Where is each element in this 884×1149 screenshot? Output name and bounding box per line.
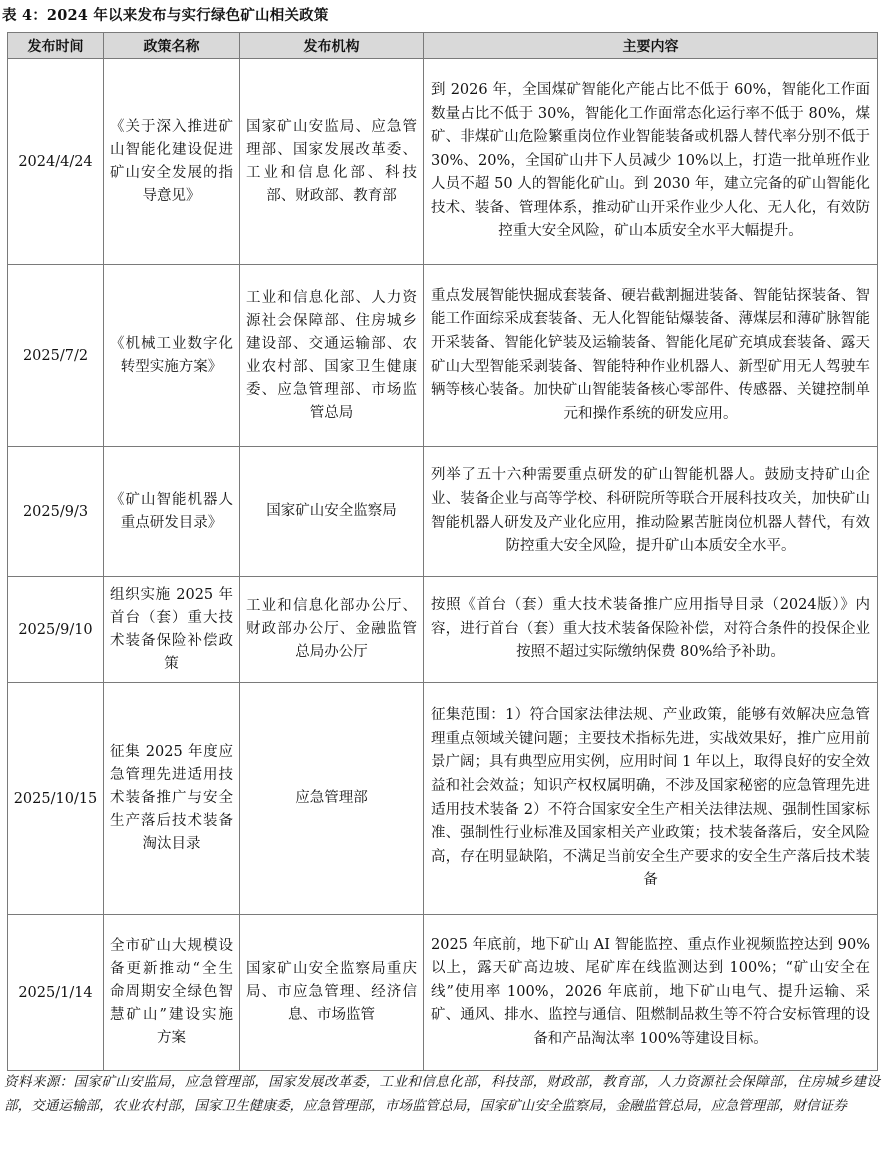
row-issuer-text: 国家矿山安监局、应急管理部、国家发展改革委、工业和信息化部、科技部、财政部、教育部	[246, 118, 417, 204]
row-issuer-text: 工业和信息化部办公厅、财政部办公厅、金融监管总局办公厅	[246, 598, 417, 660]
row-content	[424, 447, 878, 577]
row-content	[424, 915, 878, 1071]
row-date: 2025/7/2	[8, 265, 104, 447]
row-content	[424, 683, 878, 915]
row-content-text: 按照《首台（套）重大技术装备推广应用指导目录（2024版）》内容，进行首台（套）重大技术装备保险补偿，对符合条件的投保企业按照不超过实际缴纳保费 80%给予补助。	[431, 597, 870, 661]
row-policy-name-text: 全市矿山大规模设备更新推动“全生命周期安全绿色智慧矿山”建设实施方案	[110, 938, 233, 1046]
row-issuer	[240, 265, 424, 447]
row-date: 2024/4/24	[8, 59, 104, 265]
row-policy-name	[104, 265, 240, 447]
row-policy-name-text: 《矿山智能机器人重点研发目录》	[110, 491, 233, 531]
row-policy-name-text: 征集 2025 年度应急管理先进适用技术装备推广与安全生产落后技术装备淘汰目录	[110, 744, 233, 852]
row-policy-name	[104, 59, 240, 265]
row-issuer-text: 国家矿山安全监察局	[266, 503, 397, 519]
policy-table	[7, 32, 878, 1071]
row-content-text: 征集范围：1）符合国家法律法规、产业政策，能够有效解决应急管理重点领域关键问题；主要技术指标先进，实战效果好，推广应用前景广阔；具有典型应用实例，应用时间 1 年以上，取得良好的安全效益和社会效益；知识产权权属明确，不涉及国家秘密的应急管理先进适用技术装备 2）不符合国家安全生产相关法律法规、强制性国家标准、强制性行业标准及国家相关产业政策；技术装备落后，安全风险高，存在明显缺陷，不满足当前安全生产要求的安全生产落后技术装备	[431, 707, 870, 889]
table-row	[8, 577, 878, 683]
header-date: 发布时间	[8, 33, 104, 59]
row-issuer	[240, 447, 424, 577]
row-date: 2025/9/3	[8, 447, 104, 577]
row-issuer	[240, 683, 424, 915]
row-issuer-text: 工业和信息化部、人力资源社会保障部、住房城乡建设部、交通运输部、农业农村部、国家卫生健康委、应急管理部、市场监管总局	[246, 289, 417, 421]
row-date: 2025/9/10	[8, 577, 104, 683]
row-issuer-text: 国家矿山安全监察局重庆局、市应急管理、经济信息、市场监管	[246, 961, 417, 1023]
row-content	[424, 59, 878, 265]
row-issuer	[240, 915, 424, 1071]
row-content-text: 重点发展智能快掘成套装备、硬岩截割掘进装备、智能钻探装备、智能工作面综采成套装备、无人化智能钻爆装备、薄煤层和薄矿脉智能开采装备、智能化铲装及运输装备、智能化尾矿充填成套装备、露天矿山大型智能采剥装备、智能特种作业机器人、新型矿用无人驾驶车辆等核心装备。加快矿山智能装备核心零部件、传感器、关键控制单元和操作系统的研发应用。	[431, 287, 870, 422]
row-date: 2025/1/14	[8, 915, 104, 1071]
row-policy-name	[104, 577, 240, 683]
row-content-text: 列举了五十六种需要重点研发的矿山智能机器人。鼓励支持矿山企业、装备企业与高等学校、科研院所等联合开展科技攻关，加快矿山智能机器人研发及产业化应用，推动险累苦脏岗位机器人替代，有效防控重大安全风险，提升矿山本质安全水平。	[431, 467, 870, 555]
header-policy-name: 政策名称	[104, 33, 240, 59]
row-date: 2025/10/15	[8, 683, 104, 915]
row-issuer	[240, 577, 424, 683]
table-header-row	[8, 33, 878, 59]
table-row	[8, 915, 878, 1071]
row-issuer	[240, 59, 424, 265]
table-row	[8, 59, 878, 265]
table-row	[8, 683, 878, 915]
row-policy-name-text: 《关于深入推进矿山智能化建设促进矿山安全发展的指导意见》	[110, 118, 233, 204]
row-issuer-text: 应急管理部	[295, 790, 368, 806]
header-issuer: 发布机构	[240, 33, 424, 59]
row-policy-name-text: 组织实施 2025 年首台（套）重大技术装备保险补偿政策	[110, 586, 233, 672]
row-policy-name	[104, 683, 240, 915]
row-content	[424, 265, 878, 447]
table-title: 表 4：2024 年以来发布与实行绿色矿山相关政策	[2, 7, 329, 24]
row-policy-name-text: 《机械工业数字化转型实施方案》	[110, 335, 233, 375]
row-content-text: 到 2026 年，全国煤矿智能化产能占比不低于 60%，智能化工作面数量占比不低于 30%，智能化工作面常态化运行率不低于 80%，煤矿、非煤矿山危险繁重岗位作业智能装备或机器人替代率分别不低于 30%、20%，全国矿山井下人员减少 10%以上，打造一批单班作业人员不超 50 人的智能化矿山。到 2030 年，建立完备的矿山智能化技术、装备、管理体系，推动矿山开采作业少人化、无人化，有效防控重大安全风险，矿山本质安全水平大幅提升。	[431, 81, 870, 240]
row-content-text: 2025 年底前，地下矿山 AI 智能监控、重点作业视频监控达到 90%以上，露天矿高边坡、尾矿库在线监测达到 100%；“矿山安全在线”使用率 100%，2026 年底前，地下矿山电气、提升运输、采矿、通风、排水、监控与通信、阻燃制品救生等不符合安标管理的设备和产品淘汰率 100%等建设目标。	[431, 936, 870, 1047]
row-policy-name	[104, 447, 240, 577]
table-row	[8, 265, 878, 447]
header-content: 主要内容	[424, 33, 878, 59]
source-note: 资料来源：国家矿山安监局，应急管理部，国家发展改革委，工业和信息化部，科技部，财政部，教育部，人力资源社会保障部，住房城乡建设部，交通运输部，农业农村部，国家卫生健康委，应急管理部，市场监管总局，国家矿山安全监察局，金融监管总局，应急管理部，财信证券	[4, 1074, 880, 1114]
table-row	[8, 447, 878, 577]
row-policy-name	[104, 915, 240, 1071]
row-content	[424, 577, 878, 683]
